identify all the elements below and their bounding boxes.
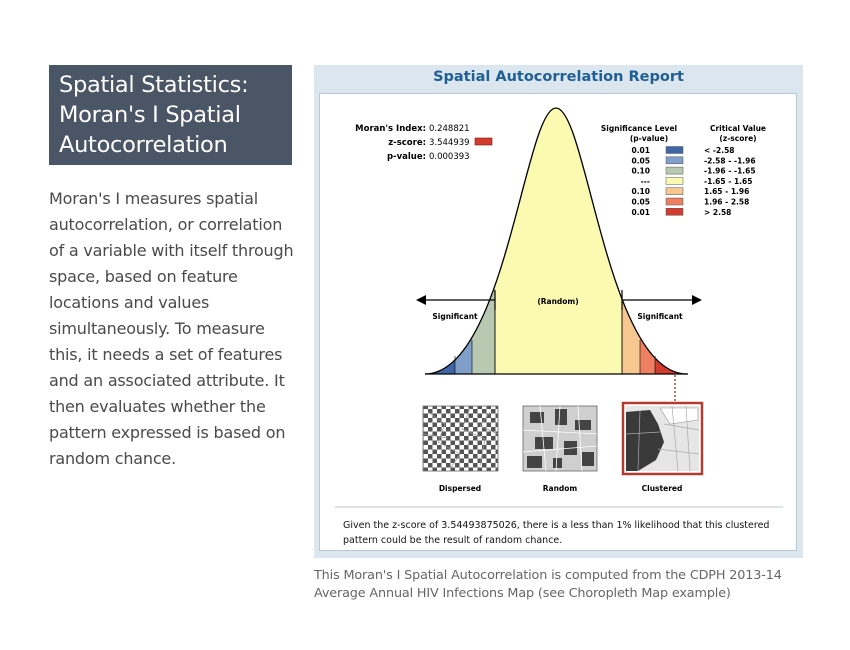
legend-swatch <box>666 157 683 164</box>
title-line-1: Spatial Statistics: <box>59 72 249 98</box>
dispersed-map-thumbnail <box>423 406 498 471</box>
legend-z-range: > 2.58 <box>704 207 732 217</box>
title-line-3: Autocorrelation <box>59 132 228 158</box>
figure-caption: This Moran's I Spatial Autocorrelation is computed from the CDPH 2013-14 Average Annual HIV Infections Map (see Choropleth Map example) <box>314 568 782 601</box>
legend-p-value: 0.05 <box>631 197 650 207</box>
random-label: (Random) <box>537 297 579 306</box>
legend-swatch <box>666 208 683 215</box>
legend-swatch <box>666 147 683 154</box>
clustered-map-thumbnail <box>623 403 702 474</box>
clustered-label: Clustered <box>641 484 683 493</box>
dispersed-label: Dispersed <box>438 484 482 493</box>
report-title: Spatial Autocorrelation Report <box>433 69 684 85</box>
legend-p-value: 0.10 <box>631 166 650 176</box>
legend-rows <box>631 146 755 217</box>
report-figure <box>314 65 803 558</box>
significant-left-label: Significant <box>432 312 478 321</box>
legend-swatch <box>666 188 683 195</box>
legend-p-value: 0.10 <box>631 187 650 197</box>
legend-z-range: 1.65 - 1.96 <box>704 187 750 197</box>
significant-right-label: Significant <box>637 312 683 321</box>
legend-z-range: -1.96 - -1.65 <box>704 166 756 176</box>
z-score-label: z-score: <box>388 138 426 148</box>
legend-z-range: 1.96 - 2.58 <box>704 197 750 207</box>
slide-title <box>49 65 292 165</box>
left-arrow-head <box>416 295 426 305</box>
legend-swatch <box>666 177 683 184</box>
legend-p-value: 0.01 <box>631 207 650 217</box>
legend-sig-header-2: (p-value) <box>629 134 669 143</box>
legend-z-range: -1.65 - 1.65 <box>704 176 753 186</box>
legend-swatch <box>666 167 683 174</box>
z-score-swatch <box>475 138 492 145</box>
intro-paragraph: Moran's I measures spatial autocorrelation, or correlation of a variable with itself through space, based on feature locations and values simultaneously. To measure this, it needs a set of features and an associated attribute. It then evaluates whether the pattern expressed is based on random chance. <box>49 189 294 468</box>
legend-crit-header-2: (z-score) <box>719 134 757 143</box>
p-value-value: 0.000393 <box>429 152 470 162</box>
z-score-value: 3.544939 <box>429 138 470 148</box>
random-map-thumbnail <box>523 406 597 471</box>
legend-z-range: -2.58 - -1.96 <box>704 156 756 166</box>
legend-swatch <box>666 198 683 205</box>
legend-p-value: 0.01 <box>631 146 650 155</box>
legend-z-range: < -2.58 <box>704 146 735 155</box>
p-value-label: p-value: <box>386 152 426 162</box>
morans-index-value: 0.248821 <box>429 124 470 134</box>
random-map-label: Random <box>542 484 578 493</box>
right-arrow-head <box>692 295 702 305</box>
legend-crit-header-1: Critical Value <box>709 124 767 133</box>
morans-index-label: Moran's Index: <box>355 124 426 134</box>
report-panel <box>319 93 797 551</box>
legend-p-value: --- <box>640 176 650 186</box>
legend-sig-header-1: Significance Level <box>600 124 678 133</box>
zone-neg-010 <box>472 94 495 384</box>
legend-p-value: 0.05 <box>631 156 650 166</box>
title-line-2: Moran's I Spatial <box>59 102 241 128</box>
conclusion-text: Given the z-score of 3.54493875026, there is a less than 1% likelihood that this clustered pattern could be the result of random chance. <box>343 520 770 546</box>
bell-curve-diagram <box>320 94 798 552</box>
